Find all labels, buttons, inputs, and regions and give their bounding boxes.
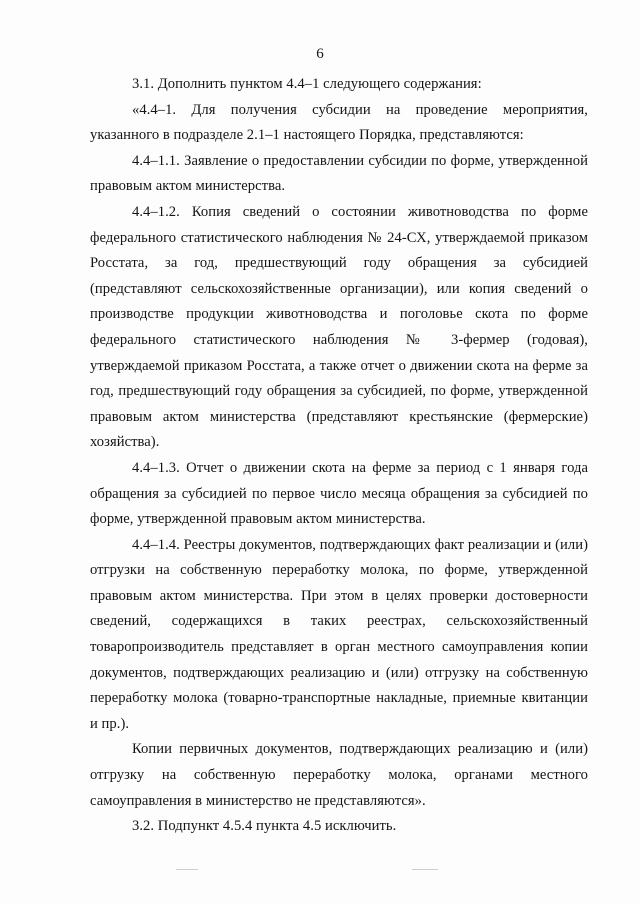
paragraph-4-4-1-4: 4.4–1.4. Реестры документов, подтверждающих факт реализации и (или) отгрузки на собственную переработку молока, по форме, утвержденной правовым актом министерства. При этом в целях проверки достоверности сведений, содержащихся в таких реестрах, сельскохозяйственный товаропроизводитель представляет в орган местного самоуправления копии документов, подтверждающих реализацию и (или) отгрузку на собственную переработку молока (товарно-транспортные накладные, приемные квитанции и пр.).: [90, 536, 588, 732]
document-body: [90, 72, 588, 840]
paragraph-3-1: 3.1. Дополнить пунктом 4.4–1 следующего содержания:: [132, 76, 482, 92]
paragraph-4-4-1-3: 4.4–1.3. Отчет о движении скота на ферме за период с 1 января года обращения за субсидией по первое число месяца обращения за субсидией по форме, утвержденной правовым актом министерства.: [90, 459, 588, 528]
scan-artifact-right: [412, 869, 438, 870]
paragraph-4-4-1-2: 4.4–1.2. Копия сведений о состоянии животноводства по форме федерального статистического наблюдения № 24-СХ, утверждаемой приказом Росстата, за год, предшествующий году обращения за субсидией (представляют сельскохозяйственные организации), или копия сведений о производстве продукции животноводства и поголовье скота по форме федерального статистического наблюдения № 3-фермер (годовая), утверждаемой приказом Росстата, а также отчет о движении скота на ферме за год, предшествующий году обращения за субсидией, по форме, утвержденной правовым актом министерства (представляют крестьянские (фермерские) хозяйства).: [90, 203, 588, 451]
paragraph-3-2: 3.2. Подпункт 4.5.4 пункта 4.5 исключить.: [132, 818, 397, 835]
page-number: 6: [316, 46, 324, 62]
paragraph-4-4-1-1: 4.4–1.1. Заявление о предоставлении субсидии по форме, утвержденной правовым актом министерства.: [90, 152, 588, 195]
paragraph-4-4-1-intro: «4.4–1. Для получения субсидии на проведение мероприятия, указанного в подразделе 2.1–1 настоящего Порядка, представляются:: [90, 101, 588, 144]
paragraph-primary-documents: Копии первичных документов, подтверждающих реализацию и (или) отгрузку на собственную переработку молока, органами местного самоуправления в министерство не представляются».: [90, 741, 588, 809]
scan-artifact-left: [176, 869, 198, 870]
